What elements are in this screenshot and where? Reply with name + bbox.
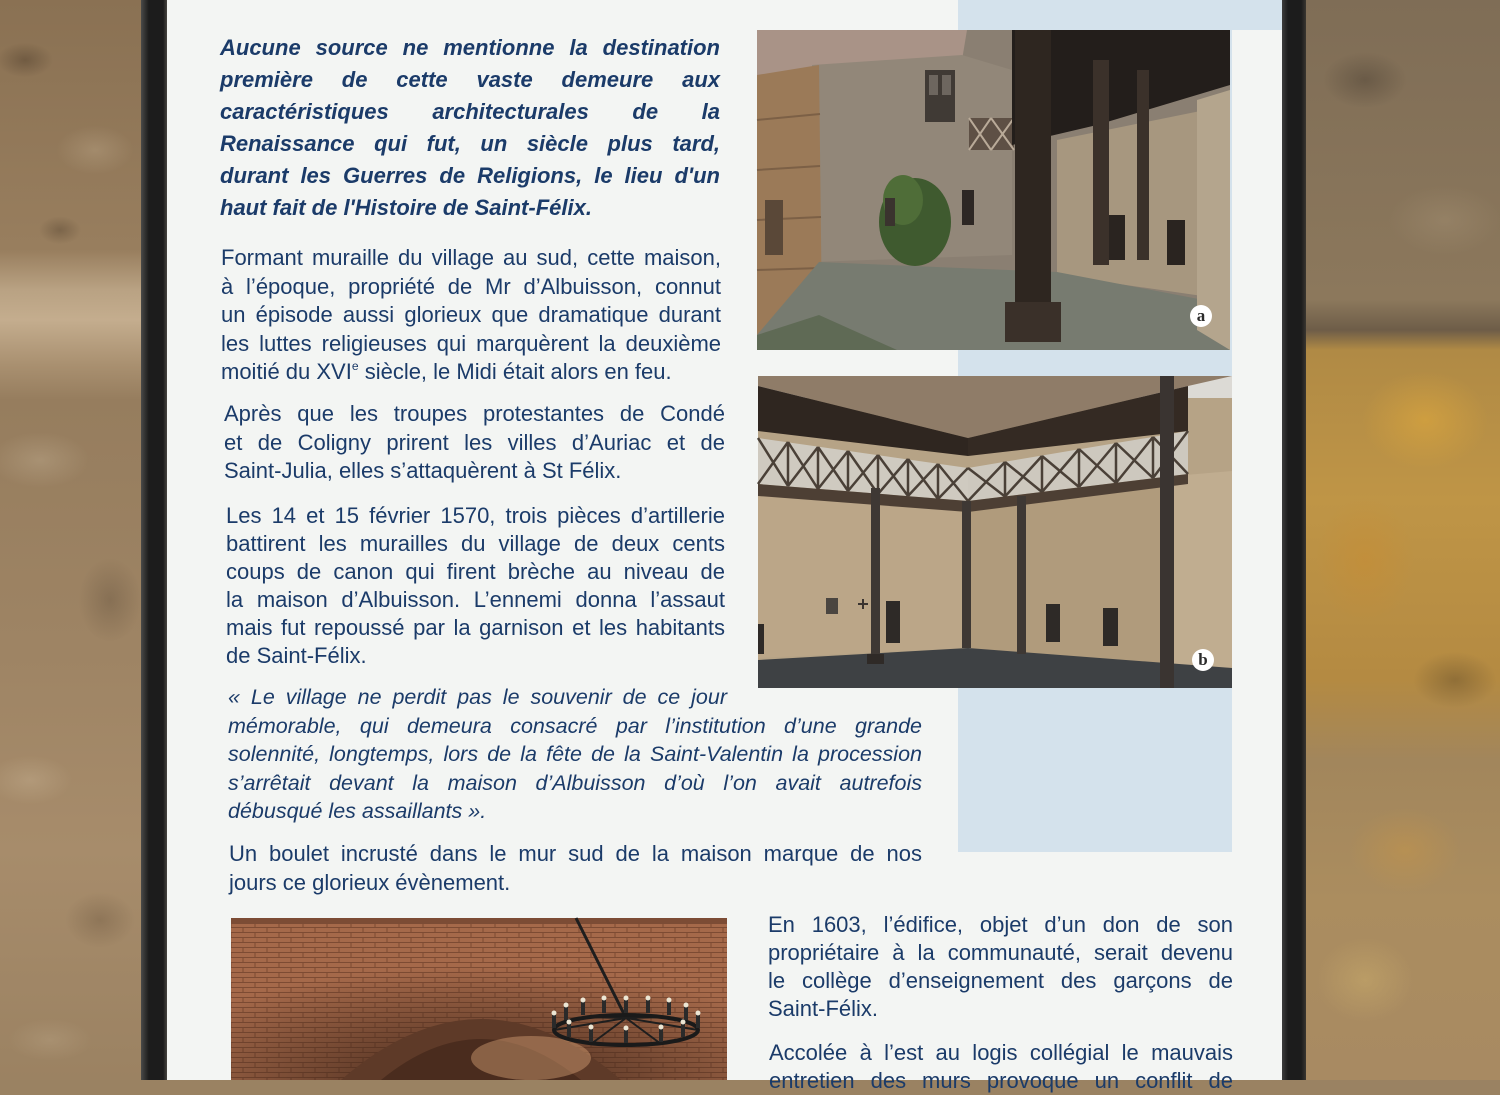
- intro-line: première de cette vaste demeure aux: [220, 67, 720, 92]
- century-text: moitié du XVI: [221, 359, 352, 384]
- plaque-frame-right: [1282, 0, 1306, 1080]
- courtyard-image: [757, 30, 1230, 350]
- protestant-troops-paragraph: [224, 400, 725, 486]
- paragraph-line: le collège d’enseignement des garçons de: [768, 968, 1233, 993]
- photo-label-a: a: [1190, 305, 1212, 327]
- paragraph-line: de Saint-Félix.: [226, 643, 367, 668]
- gallery-image: [758, 376, 1232, 688]
- paragraph-line: jours ce glorieux évènement.: [229, 870, 511, 895]
- intro-line: Renaissance qui fut, un siècle plus tard,: [220, 131, 720, 156]
- college-paragraph: [768, 911, 1233, 1023]
- century-superscript: e: [351, 358, 359, 373]
- cellar-photo: [231, 918, 727, 1080]
- quote-line: mémorable, qui demeura consacré par l’institution d’une grande: [228, 713, 922, 738]
- cannonball-paragraph: [229, 839, 922, 897]
- intro-line: Aucune source ne mentionne la destination: [220, 35, 720, 60]
- paragraph-line: Après que les troupes protestantes de Condé: [224, 401, 725, 426]
- paragraph-line: [221, 358, 721, 387]
- paragraph-line: Accolée à l’est au logis collégial le mauvais: [769, 1040, 1233, 1065]
- paragraph-line: à l’époque, propriété de Mr d’Albuisson, connut: [221, 273, 721, 299]
- paragraph-line: coups de canon qui firent brèche au niveau de: [226, 559, 725, 584]
- paragraph-line: battirent les murailles du village de deux cents: [226, 531, 725, 556]
- paragraph-line: Saint-Félix.: [768, 996, 879, 1021]
- conflict-paragraph: [769, 1039, 1233, 1093]
- paragraph-line: mais fut repoussé par la garnison et les habitants: [226, 615, 725, 640]
- paragraph-line: la maison d’Albuisson. L’ennemi donna l’assaut: [226, 587, 725, 612]
- plaque-frame-left: [141, 0, 167, 1080]
- quote-line: « Le village ne perdit pas le souvenir de ce jour: [228, 685, 727, 709]
- paragraph-line: Les 14 et 15 février 1570, trois pièces d’artillerie: [226, 503, 725, 528]
- courtyard-photo-a: [757, 30, 1230, 350]
- cellar-image: [231, 918, 727, 1080]
- gallery-photo-b: [758, 376, 1232, 688]
- intro-paragraph: [220, 32, 720, 224]
- paragraph-line: entretien des murs provoque un conflit de: [769, 1068, 1233, 1093]
- paragraph-line: propriétaire à la communauté, serait devenu: [768, 940, 1233, 965]
- paragraph-line: Un boulet incrusté dans le mur sud de la maison marque de nos: [229, 841, 922, 866]
- paragraph-line: Formant muraille du village au sud, cette maison,: [221, 245, 721, 270]
- intro-line: haut fait de l'Histoire de Saint-Félix.: [220, 195, 592, 220]
- century-text-end: siècle, le Midi était alors en feu.: [358, 359, 672, 384]
- paragraph-line: En 1603, l’édifice, objet d’un don de son: [768, 912, 1233, 937]
- paragraph-line: les luttes religieuses qui marquèrent la deuxième: [221, 330, 721, 356]
- paragraph-line: et de Coligny prirent les villes d’Auriac et de: [224, 429, 725, 455]
- quote-line: débusqué les assaillants ».: [228, 799, 487, 823]
- paragraph-line: un épisode aussi glorieux que dramatique durant: [221, 302, 721, 327]
- quote-line: s’arrêtait devant la maison d’Albuisson d’où l’on avait autrefois: [228, 770, 922, 795]
- quote-paragraph: [228, 683, 922, 826]
- siege-1570-paragraph: [226, 502, 725, 670]
- albuisson-house-paragraph: [221, 244, 721, 387]
- quote-line: solennité, longtemps, lors de la fête de la Saint-Valentin la procession: [228, 742, 922, 766]
- intro-line: caractéristiques architecturales de la: [220, 99, 720, 124]
- intro-line: durant les Guerres de Religions, le lieu d'un: [220, 163, 720, 188]
- paragraph-line: Saint-Julia, elles s’attaquèrent à St Félix.: [224, 458, 622, 483]
- photo-label-b: b: [1192, 649, 1214, 671]
- blue-accent-panel-top: [1232, 0, 1282, 30]
